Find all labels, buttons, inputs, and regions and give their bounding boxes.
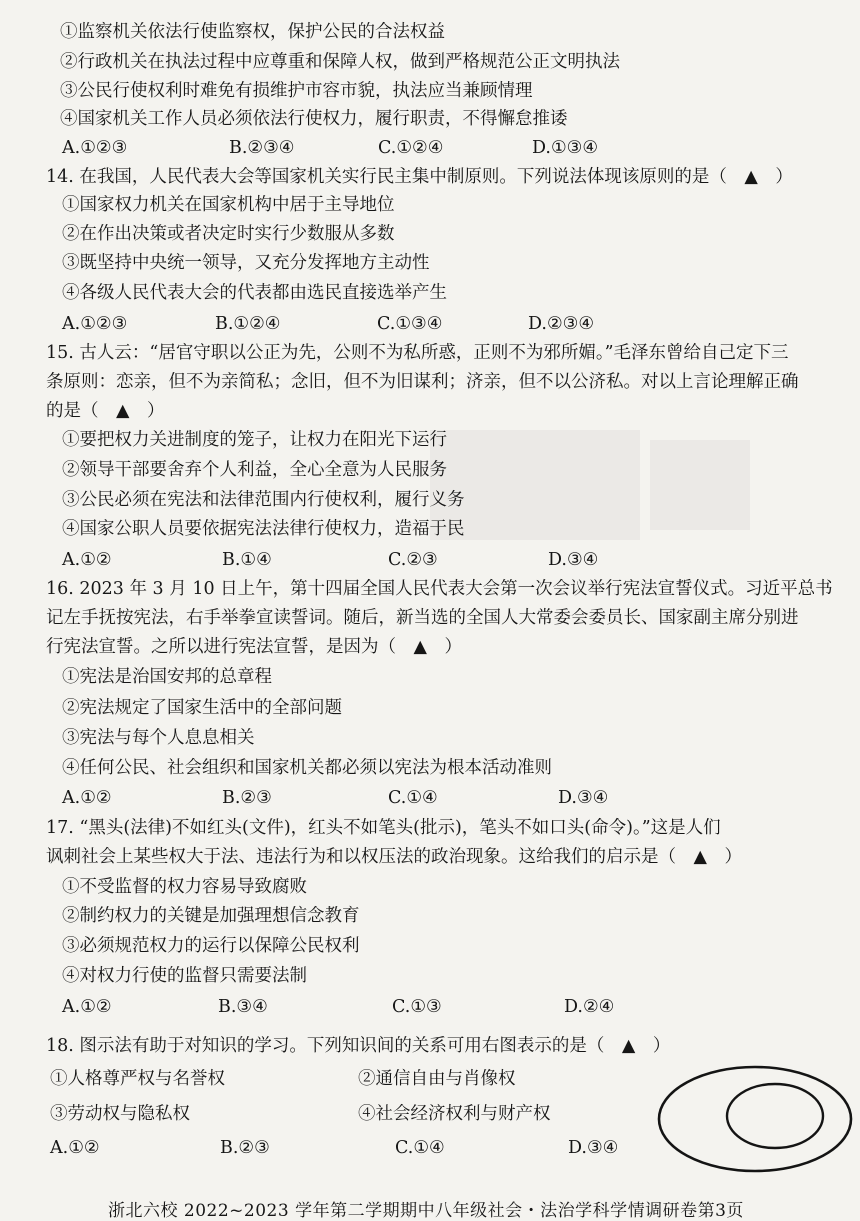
- q16-item: ④任何公民、社会组织和国家机关都必须以宪法为根本活动准则: [62, 758, 552, 778]
- option-d[interactable]: D.②④: [564, 997, 615, 1017]
- q13-item: ①监察机关依法行使监察权，保护公民的合法权益: [60, 22, 445, 42]
- option-a[interactable]: A.①②③: [62, 138, 128, 158]
- option-b[interactable]: B.②③: [220, 1138, 270, 1158]
- option-b[interactable]: B.①②④: [215, 314, 281, 334]
- q17-item: ①不受监督的权力容易导致腐败: [62, 877, 307, 897]
- option-d[interactable]: D.②③④: [528, 314, 595, 334]
- q17-item: ③必须规范权力的运行以保障公民权利: [62, 936, 360, 956]
- option-d[interactable]: D.③④: [548, 550, 599, 570]
- option-a[interactable]: A.①②: [62, 997, 112, 1017]
- q14-item: ②在作出决策或者决定时实行少数服从多数: [62, 224, 395, 244]
- option-c[interactable]: C.①③④: [377, 314, 443, 334]
- option-c[interactable]: C.①④: [395, 1138, 445, 1158]
- q14-stem: 14. 在我国，人民代表大会等国家机关实行民主集中制原则。下列说法体现该原则的是（ ▲ ）: [46, 167, 793, 187]
- q14-item: ④各级人民代表大会的代表都由选民直接选举产生: [62, 283, 447, 303]
- option-a[interactable]: A.①②③: [62, 314, 128, 334]
- option-d[interactable]: D.③④: [558, 788, 609, 808]
- q15-item: ①要把权力关进制度的笼子，让权力在阳光下运行: [62, 430, 447, 450]
- q15-item: ③公民必须在宪法和法律范围内行使权利，履行义务: [62, 490, 465, 510]
- q15-item: ②领导干部要舍弃个人利益，全心全意为人民服务: [62, 460, 447, 480]
- q13-item: ②行政机关在执法过程中应尊重和保障人权，做到严格规范公正文明执法: [60, 52, 620, 72]
- q16-stem: 行宪法宣誓。之所以进行宪法宣誓，是因为（ ▲ ）: [46, 637, 462, 657]
- option-d[interactable]: D.③④: [568, 1138, 619, 1158]
- q16-item: ①宪法是治国安邦的总章程: [62, 667, 272, 687]
- option-c[interactable]: C.①③: [392, 997, 442, 1017]
- inner-ellipse: [727, 1084, 823, 1148]
- option-a[interactable]: A.①②: [50, 1138, 100, 1158]
- q15-item: ④国家公职人员要依据宪法法律行使权力，造福于民: [62, 519, 465, 539]
- q18-stem: 18. 图示法有助于对知识的学习。下列知识间的关系可用右图表示的是（ ▲ ）: [46, 1036, 671, 1056]
- option-b[interactable]: B.①④: [222, 550, 272, 570]
- option-a[interactable]: A.①②: [62, 788, 112, 808]
- option-c[interactable]: C.①②④: [378, 138, 444, 158]
- q16-item: ②宪法规定了国家生活中的全部问题: [62, 698, 342, 718]
- option-b[interactable]: B.②③④: [229, 138, 295, 158]
- q17-stem: 17. “黑头(法律)不如红头(文件)，红头不如笔头(批示)，笔头不如口头(命令)。”这是人们: [46, 818, 721, 838]
- q17-item: ④对权力行使的监督只需要法制: [62, 966, 307, 986]
- q18-item: ②通信自由与肖像权: [358, 1069, 516, 1089]
- q18-item: ③劳动权与隐私权: [50, 1104, 190, 1124]
- venn-diagram: [655, 1063, 855, 1175]
- q17-stem: 讽刺社会上某些权大于法、违法行为和以权压法的政治现象。这给我们的启示是（ ▲ ）: [46, 847, 742, 867]
- q15-stem: 的是（ ▲ ）: [46, 401, 165, 421]
- option-b[interactable]: B.②③: [222, 788, 272, 808]
- option-a[interactable]: A.①②: [62, 550, 112, 570]
- q14-item: ①国家权力机关在国家机构中居于主导地位: [62, 195, 395, 215]
- q13-item: ④国家机关工作人员必须依法行使权力，履行职责，不得懈怠推诿: [60, 109, 568, 129]
- q15-stem: 条原则：恋亲，但不为亲简私；念旧，但不为旧谋利；济亲，但不以公济私。对以上言论理解正确: [46, 372, 799, 392]
- q16-item: ③宪法与每个人息息相关: [62, 728, 255, 748]
- q16-stem: 记左手抚按宪法，右手举拳宣读誓词。随后，新当选的全国人大常委会委员长、国家副主席分别进: [46, 608, 799, 628]
- q17-item: ②制约权力的关键是加强理想信念教育: [62, 906, 360, 926]
- option-c[interactable]: C.②③: [388, 550, 438, 570]
- q18-item: ①人格尊严权与名誉权: [50, 1069, 225, 1089]
- option-c[interactable]: C.①④: [388, 788, 438, 808]
- page-footer: 浙北六校 2022~2023 学年第二学期期中八年级社会・法治学科学情调研卷第3页: [108, 1201, 744, 1221]
- q15-stem: 15. 古人云：“居官守职以公正为先，公则不为私所惑，正则不为邪所媚。”毛泽东曾给自己定下三: [46, 343, 789, 363]
- option-b[interactable]: B.③④: [218, 997, 268, 1017]
- option-d[interactable]: D.①③④: [532, 138, 599, 158]
- q14-item: ③既坚持中央统一领导，又充分发挥地方主动性: [62, 253, 430, 273]
- q13-item: ③公民行使权利时难免有损维护市容市貌，执法应当兼顾情理: [60, 81, 533, 101]
- q18-item: ④社会经济权利与财产权: [358, 1104, 551, 1124]
- scan-smudge: [650, 440, 750, 530]
- q16-stem: 16. 2023 年 3 月 10 日上午，第十四届全国人民代表大会第一次会议举行宪法宣誓仪式。习近平总书: [46, 579, 833, 599]
